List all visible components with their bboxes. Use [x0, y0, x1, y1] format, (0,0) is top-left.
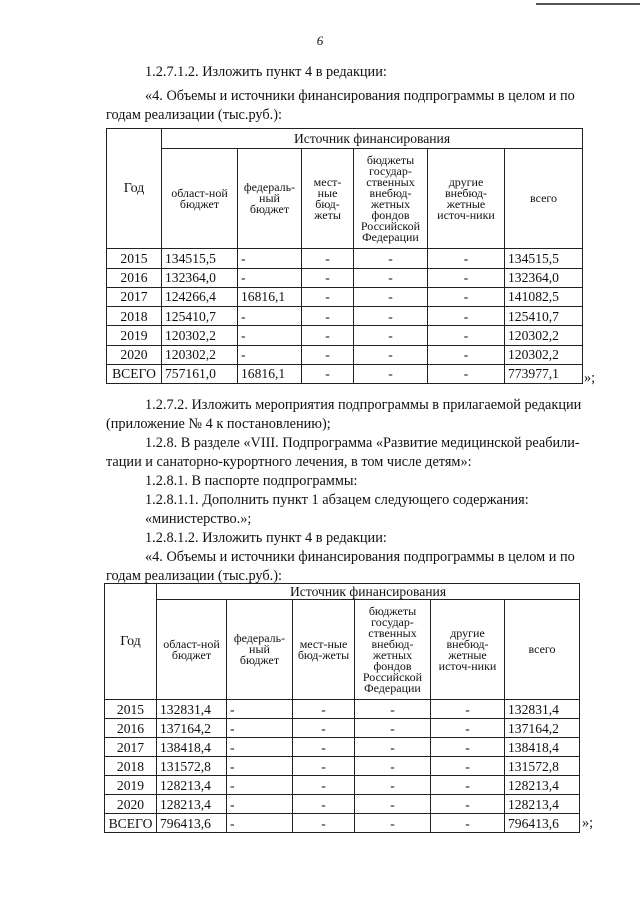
cell-funds: -: [354, 345, 428, 364]
cell-oblast: 120302,2: [162, 326, 238, 345]
paragraph-4-line-2: годам реализации (тыс.руб.):: [106, 107, 282, 123]
cell-year: 2020: [105, 795, 157, 814]
cell-federal: -: [227, 700, 293, 719]
header-other: другие внебюд-жетные источ-ники: [431, 600, 505, 700]
cell-federal: -: [238, 307, 302, 326]
cell-funds: -: [355, 700, 431, 719]
cell-year: ВСЕГО: [107, 364, 162, 383]
cell-year: ВСЕГО: [105, 814, 157, 833]
cell-local: -: [302, 345, 354, 364]
cell-local: -: [302, 287, 354, 306]
cell-federal: -: [238, 326, 302, 345]
cell-oblast: 137164,2: [157, 719, 227, 738]
cell-federal: -: [227, 738, 293, 757]
header-local: мест-ные бюд-жеты: [302, 149, 354, 249]
cell-local: -: [293, 795, 355, 814]
header-oblast: област-ной бюджет: [162, 149, 238, 249]
cell-local: -: [293, 700, 355, 719]
cell-total: 138418,4: [505, 738, 580, 757]
cell-funds: -: [355, 738, 431, 757]
table-row: [105, 814, 580, 833]
cell-funds: -: [354, 268, 428, 287]
cell-funds: -: [355, 814, 431, 833]
cell-total: 131572,8: [505, 757, 580, 776]
cell-total: 132831,4: [505, 700, 580, 719]
cell-year: 2015: [107, 249, 162, 268]
header-total: всего: [505, 600, 580, 700]
cell-local: -: [293, 776, 355, 795]
header-federal: федераль-ный бюджет: [238, 149, 302, 249]
paragraph-1-2-7-1-2: 1.2.7.1.2. Изложить пункт 4 в редакции:: [145, 64, 387, 80]
cell-year: 2016: [107, 268, 162, 287]
cell-total: 120302,2: [505, 345, 583, 364]
table-row: [107, 364, 583, 383]
cell-total: 134515,5: [505, 249, 583, 268]
cell-oblast: 138418,4: [157, 738, 227, 757]
table-row: [105, 795, 580, 814]
paragraph-ministerstvo: «министерство.»;: [145, 511, 252, 527]
header-oblast: област-ной бюджет: [157, 600, 227, 700]
cell-oblast: 132364,0: [162, 268, 238, 287]
cell-year: 2019: [107, 326, 162, 345]
cell-total: 128213,4: [505, 795, 580, 814]
cell-oblast: 757161,0: [162, 364, 238, 383]
cell-local: -: [302, 326, 354, 345]
cell-oblast: 134515,5: [162, 249, 238, 268]
paragraph-1-2-7-2-line-2: (приложение № 4 к постановлению);: [106, 416, 331, 432]
cell-total: 120302,2: [505, 326, 583, 345]
paragraph-4-line-1: «4. Объемы и источники финансирования подпрограммы в целом и по: [145, 88, 575, 104]
cell-total: 137164,2: [505, 719, 580, 738]
header-funds: бюджеты государ-ственных внебюд-жетных фондов Российской Федерации: [354, 149, 428, 249]
table-row: [105, 719, 580, 738]
cell-other: -: [428, 268, 505, 287]
cell-other: -: [431, 776, 505, 795]
cell-year: 2019: [105, 776, 157, 795]
paragraph-1-2-8-1-2: 1.2.8.1.2. Изложить пункт 4 в редакции:: [145, 530, 387, 546]
cell-total: 132364,0: [505, 268, 583, 287]
table-row: [105, 776, 580, 795]
table-2-closing-quote: »;: [582, 815, 594, 831]
cell-federal: 16816,1: [238, 287, 302, 306]
header-total: всего: [505, 149, 583, 249]
table-row: [107, 307, 583, 326]
cell-oblast: 132831,4: [157, 700, 227, 719]
cell-other: -: [431, 795, 505, 814]
cell-year: 2016: [105, 719, 157, 738]
cell-oblast: 125410,7: [162, 307, 238, 326]
header-source: Источник финансирования: [157, 584, 580, 600]
cell-local: -: [302, 249, 354, 268]
scan-edge-line: [536, 3, 640, 5]
cell-federal: -: [227, 814, 293, 833]
paragraph-1-2-7-2-line-1: 1.2.7.2. Изложить мероприятия подпрограммы в прилагаемой редакции: [145, 397, 582, 413]
table-row: [107, 268, 583, 287]
header-local: мест-ные бюд-жеты: [293, 600, 355, 700]
paragraph-4b-line-1: «4. Объемы и источники финансирования подпрограммы в целом и по: [145, 549, 575, 565]
cell-other: -: [431, 700, 505, 719]
table-row: [105, 700, 580, 719]
table-row: [107, 287, 583, 306]
table-row: [105, 757, 580, 776]
header-source: Источник финансирования: [162, 129, 583, 149]
cell-other: -: [428, 307, 505, 326]
cell-funds: -: [355, 776, 431, 795]
cell-year: 2017: [105, 738, 157, 757]
cell-oblast: 131572,8: [157, 757, 227, 776]
cell-total: 773977,1: [505, 364, 583, 383]
cell-oblast: 796413,6: [157, 814, 227, 833]
table-row: [107, 345, 583, 364]
cell-local: -: [293, 757, 355, 776]
cell-total: 125410,7: [505, 307, 583, 326]
cell-funds: -: [354, 249, 428, 268]
cell-funds: -: [354, 326, 428, 345]
cell-year: 2018: [105, 757, 157, 776]
cell-year: 2015: [105, 700, 157, 719]
cell-total: 141082,5: [505, 287, 583, 306]
cell-other: -: [428, 287, 505, 306]
cell-federal: -: [238, 345, 302, 364]
cell-other: -: [428, 326, 505, 345]
cell-local: -: [293, 738, 355, 757]
cell-funds: -: [355, 719, 431, 738]
page-number: 6: [316, 33, 324, 48]
cell-other: -: [431, 719, 505, 738]
table-row: [105, 738, 580, 757]
cell-local: -: [302, 364, 354, 383]
cell-federal: -: [227, 795, 293, 814]
cell-federal: -: [227, 776, 293, 795]
cell-funds: -: [355, 757, 431, 776]
paragraph-1-2-8-1-1: 1.2.8.1.1. Дополнить пункт 1 абзацем следующего содержания:: [145, 492, 529, 508]
paragraph-1-2-8-line-2: тации и санаторно-курортного лечения, в том числе детям»:: [106, 454, 472, 470]
cell-other: -: [431, 814, 505, 833]
cell-federal: -: [238, 268, 302, 287]
cell-total: 796413,6: [505, 814, 580, 833]
cell-other: -: [428, 249, 505, 268]
header-federal: федераль-ный бюджет: [227, 600, 293, 700]
table-row: [107, 249, 583, 268]
cell-funds: -: [355, 795, 431, 814]
cell-federal: -: [227, 719, 293, 738]
cell-funds: -: [354, 307, 428, 326]
cell-other: -: [428, 345, 505, 364]
cell-local: -: [293, 719, 355, 738]
cell-local: -: [302, 307, 354, 326]
financing-table-1: [106, 128, 583, 384]
cell-oblast: 124266,4: [162, 287, 238, 306]
cell-funds: -: [354, 287, 428, 306]
cell-federal: 16816,1: [238, 364, 302, 383]
cell-local: -: [302, 268, 354, 287]
cell-oblast: 128213,4: [157, 795, 227, 814]
cell-year: 2020: [107, 345, 162, 364]
table-1-closing-quote: »;: [584, 370, 596, 386]
cell-federal: -: [227, 757, 293, 776]
cell-other: -: [428, 364, 505, 383]
cell-other: -: [431, 738, 505, 757]
cell-year: 2017: [107, 287, 162, 306]
table-row: [107, 326, 583, 345]
cell-funds: -: [354, 364, 428, 383]
cell-oblast: 128213,4: [157, 776, 227, 795]
header-year: Год: [105, 584, 157, 700]
financing-table-2: [104, 583, 580, 833]
cell-local: -: [293, 814, 355, 833]
header-funds: бюджеты государ-ственных внебюд-жетных фондов Российской Федерации: [355, 600, 431, 700]
cell-oblast: 120302,2: [162, 345, 238, 364]
header-year: Год: [107, 129, 162, 249]
header-other: другие внебюд-жетные источ-ники: [428, 149, 505, 249]
cell-total: 128213,4: [505, 776, 580, 795]
paragraph-4b-line-2: годам реализации (тыс.руб.):: [106, 568, 282, 584]
cell-federal: -: [238, 249, 302, 268]
cell-other: -: [431, 757, 505, 776]
paragraph-1-2-8-1: 1.2.8.1. В паспорте подпрограммы:: [145, 473, 358, 489]
paragraph-1-2-8-line-1: 1.2.8. В разделе «VIII. Подпрограмма «Развитие медицинской реабили-: [145, 435, 580, 451]
cell-year: 2018: [107, 307, 162, 326]
